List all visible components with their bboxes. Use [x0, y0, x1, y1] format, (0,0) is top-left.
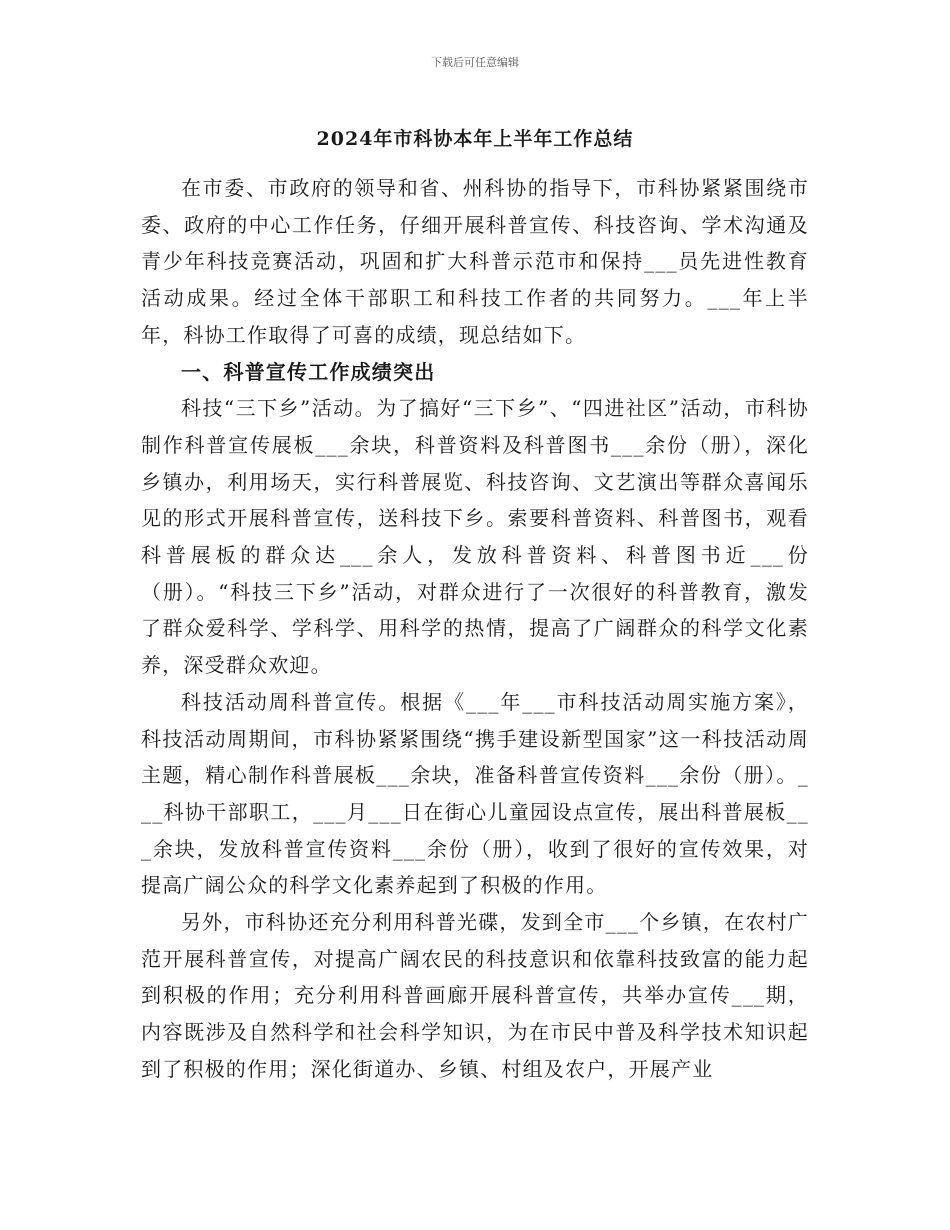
intro-paragraph: 在市委、市政府的领导和省、州科协的指导下，市科协紧紧围绕市委、政府的中心工作任务，仔细开展科普宣传、科技咨询、学术沟通及青少年科技竞赛活动，巩固和扩大科普示范市和保持___员先进性教育活动成果。经过全体干部职工和科技工作者的共同努力。___年上半年，科协工作取得了可喜的成绩，现总结如下。	[141, 176, 809, 347]
body-paragraph: 另外，市科协还充分利用科普光碟，发到全市___个乡镇，在农村广范开展科普宣传，对提高广阔农民的科技意识和依靠科技致富的能力起到积极的作用；充分利用科普画廊开展科普宣传，共举办宣传___期，内容既涉及自然科学和社会科学知识，为在市民中普及科学技术知识起到了积极的作用；深化街道办、乡镇、村组及农户，开展产业	[141, 910, 809, 1081]
header-note: 下载后可任意编辑	[431, 56, 519, 69]
document-title: 2024年市科协本年上半年工作总结	[316, 128, 634, 150]
section-heading: 一、科普宣传工作成绩突出	[181, 359, 436, 384]
body-paragraph: 科技活动周科普宣传。根据《___年___市科技活动周实施方案》，科技活动周期间，市科协紧紧围绕“携手建设新型国家”这一科技活动周主题，精心制作科普展板___余块，准备科普宣传资料___余份（册）。___科协干部职工，___月___日在街心儿童园设点宣传，展出科普展板___余块，发放科普宣传资料___余份（册），收到了很好的宣传效果，对提高广阔公众的科学文化素养起到了积极的作用。	[141, 689, 809, 898]
body-paragraph: 科技“三下乡”活动。为了搞好“三下乡”、“四进社区”活动，市科协制作科普宣传展板___余块，科普资料及科普图书___余份（册），深化乡镇办，利用场天，实行科普展览、科技咨询、文艺演出等群众喜闻乐见的形式开展科普宣传，送科技下乡。索要科普资料、科普图书，观看科普展板的群众达___余人，发放科普资料、科普图书近___份（册）。“科技三下乡”活动，对群众进行了一次很好的科普教育，激发了群众爱科学、学科学、用科学的热情，提高了广阔群众的科学文化素养，深受群众欢迎。	[141, 396, 809, 678]
document-body	[141, 170, 809, 1088]
